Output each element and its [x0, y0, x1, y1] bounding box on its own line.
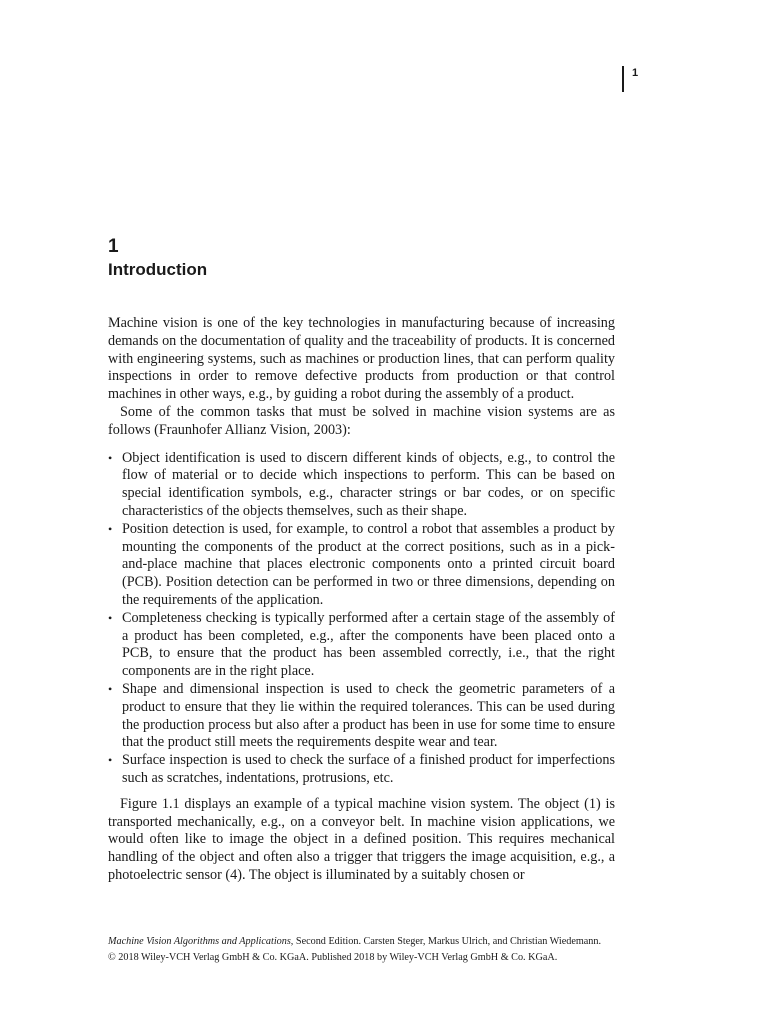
chapter-number: 1 — [108, 236, 119, 257]
list-item-text: Shape and dimensional inspection is used to check the geometric parameters of a product to ensure that they lie within the required tolerances. This can be used during the production process but also after a product has been in use for some time to ensure that the product still meets the requirements despite wear and tear. — [122, 680, 615, 751]
body-text — [108, 315, 615, 885]
page-number: 1 — [632, 67, 639, 79]
bullet-icon: • — [108, 753, 113, 768]
bullet-icon: • — [108, 521, 113, 536]
paragraph-intro: Machine vision is one of the key technologies in manufacturing because of increasing demands on the documentation of quality and the traceability of products. It is concerned with engineering systems, such as machines or production lines, that can perform quality inspections in order to remove defective products from production or that control machines in other ways, e.g., by guiding a robot during the assembly of a product. — [108, 315, 615, 403]
paragraph-tasks-lead: Some of the common tasks that must be solved in machine vision systems are as follows (Fraunhofer Allianz Vision, 2003): — [108, 403, 615, 438]
bullet-icon: • — [108, 610, 113, 625]
footer-copyright: © 2018 Wiley-VCH Verlag GmbH & Co. KGaA. Published 2018 by Wiley-VCH Verlag GmbH & Co. KGaA. — [108, 952, 558, 963]
bullet-icon: • — [108, 681, 113, 696]
footer-citation-line — [108, 934, 618, 950]
list-item — [108, 681, 615, 752]
list-item-text: Completeness checking is typically performed after a certain stage of the assembly of a product has been completed, e.g., after the components have been placed onto a PCB, to ensure that the product has been assembled correctly, i.e., that the right components are in the right place. — [122, 609, 615, 680]
task-list — [108, 450, 615, 788]
list-item — [108, 610, 615, 681]
footer-authors: Carsten Steger, Markus Ulrich, and Christian Wiedemann. — [361, 936, 602, 947]
footer-edition: Second Edition. — [293, 936, 361, 947]
page-number-marker — [622, 66, 638, 92]
list-item-text: Position detection is used, for example, to control a robot that assembles a product by mounting the components of the product at the correct positions, such as in a pick-and-place machine that places electronic components onto a printed circuit board (PCB). Position detection can be performed in two or three dimensions, depending on the requirements of the application. — [122, 520, 615, 608]
chapter-title: Introduction — [108, 260, 208, 279]
bullet-icon: • — [108, 450, 113, 465]
list-item — [108, 450, 615, 521]
footer-book-title: Machine Vision Algorithms and Applications, — [108, 936, 294, 947]
page-footer — [108, 934, 618, 966]
list-item — [108, 521, 615, 610]
paragraph-figure: Figure 1.1 displays an example of a typical machine vision system. The object (1) is transported mechanically, e.g., on a conveyor belt. In machine vision applications, we would often like to image the object in a defined position. This requires mechanical handling of the object and often also a trigger that triggers the image acquisition, e.g., a photoelectric sensor (4). The object is illuminated by a suitably chosen or — [108, 795, 615, 883]
list-item-text: Object identification is used to discern different kinds of objects, e.g., to control the flow of material or to decide which inspections to perform. This can be based on special identification symbols, e.g., character strings or bar codes, or on specific characteristics of the objects themselves, such as their shape. — [122, 449, 615, 519]
list-item — [108, 752, 615, 788]
list-item-text: Surface inspection is used to check the surface of a finished product for imperfections such as scratches, indentations, protrusions, etc. — [122, 752, 615, 786]
